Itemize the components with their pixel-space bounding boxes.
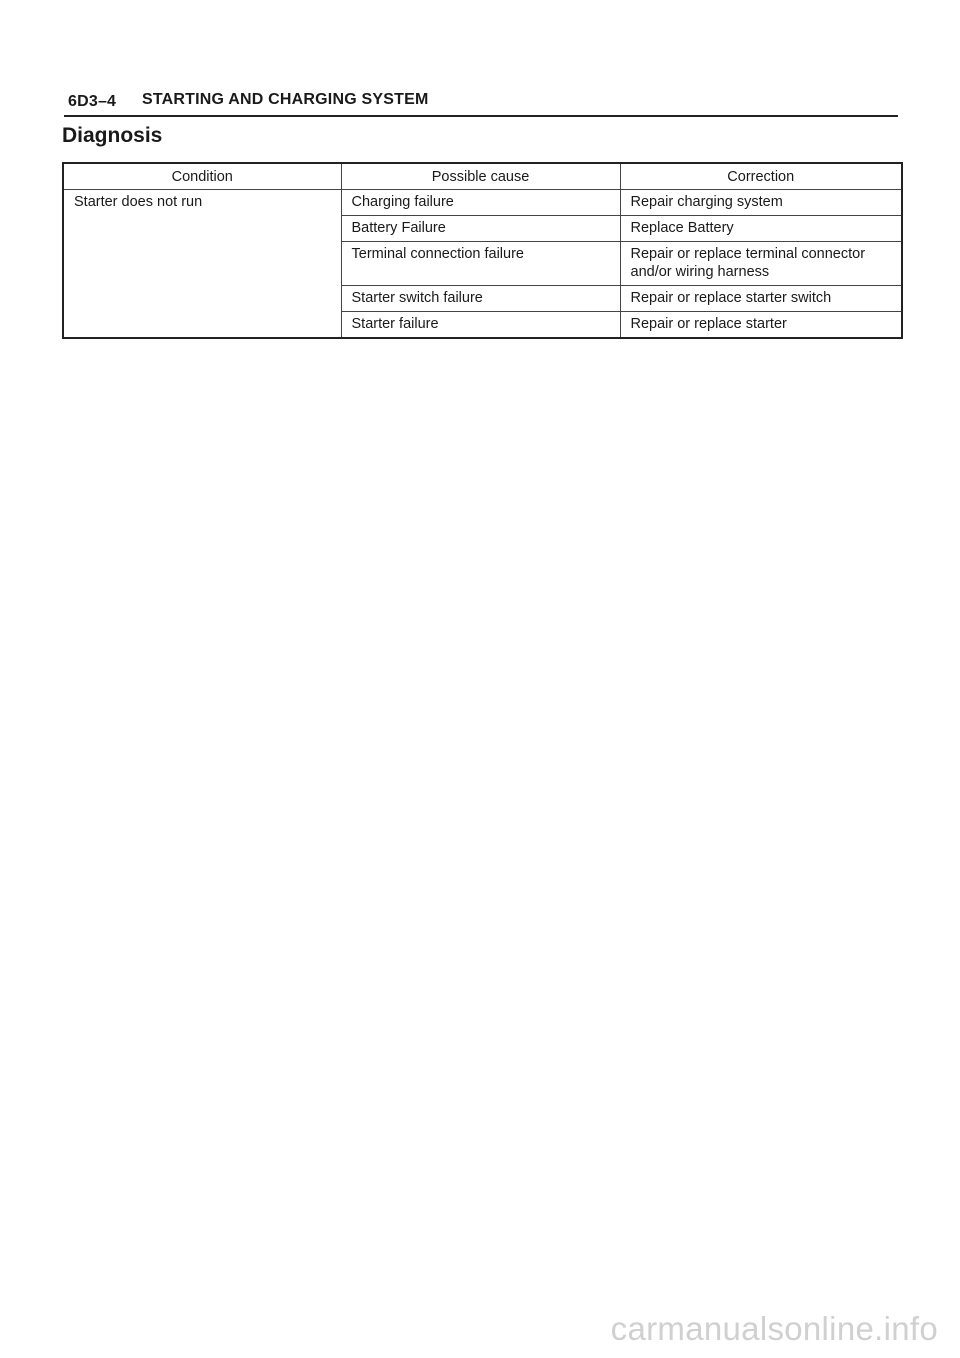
correction-cell: Repair or replace starter (620, 312, 902, 339)
column-header-possible-cause: Possible cause (341, 163, 620, 190)
correction-cell: Replace Battery (620, 216, 902, 242)
table-row (63, 190, 902, 216)
section-title: STARTING AND CHARGING SYSTEM (142, 91, 429, 108)
watermark: carmanualsonline.info (610, 1310, 938, 1347)
cause-cell: Charging failure (341, 190, 620, 216)
diagnosis-table (62, 162, 903, 339)
correction-cell: Repair or replace terminal connector and/or wiring harness (620, 242, 902, 286)
condition-cell: Starter does not run (63, 190, 341, 339)
correction-cell: Repair charging system (620, 190, 902, 216)
cause-cell: Battery Failure (341, 216, 620, 242)
page-number: 6D3–4 (68, 93, 117, 110)
page-title: Diagnosis (62, 124, 163, 147)
correction-cell: Repair or replace starter switch (620, 286, 902, 312)
cause-cell: Starter failure (341, 312, 620, 339)
column-header-correction: Correction (620, 163, 902, 190)
column-header-condition: Condition (63, 163, 341, 190)
cause-cell: Starter switch failure (341, 286, 620, 312)
table-header-row (63, 163, 902, 190)
cause-cell: Terminal connection failure (341, 242, 620, 286)
page-header (64, 90, 898, 117)
